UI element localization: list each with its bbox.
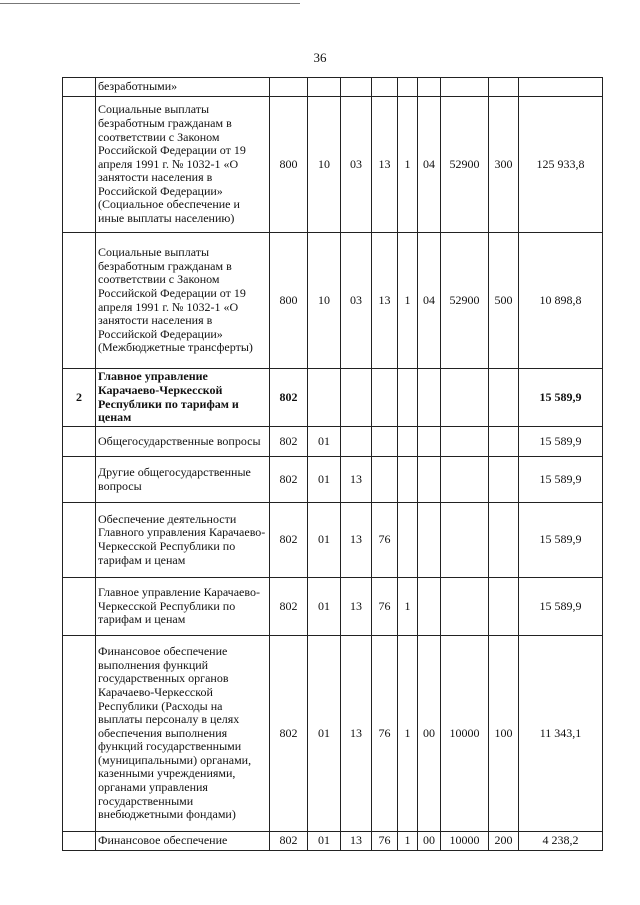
ministry-code: 802 xyxy=(270,427,308,457)
section-code xyxy=(308,369,341,427)
direction-code xyxy=(441,578,489,636)
main-event-code: 00 xyxy=(418,636,441,832)
main-event-code xyxy=(418,369,441,427)
main-event-code: 04 xyxy=(418,97,441,233)
section-code: 10 xyxy=(308,97,341,233)
row-number xyxy=(63,636,96,832)
amount: 10 898,8 xyxy=(519,233,603,369)
amount: 15 589,9 xyxy=(519,578,603,636)
row-number xyxy=(63,503,96,578)
program-code: 76 xyxy=(372,578,398,636)
row-name: Общегосударственные вопросы xyxy=(96,427,270,457)
subsection-code xyxy=(341,78,372,97)
section-code: 01 xyxy=(308,578,341,636)
main-event-code: 00 xyxy=(418,832,441,851)
ministry-code: 802 xyxy=(270,636,308,832)
subsection-code: 13 xyxy=(341,503,372,578)
table-row xyxy=(63,503,603,578)
table-row xyxy=(63,233,603,369)
main-event-code xyxy=(418,78,441,97)
ministry-code: 800 xyxy=(270,97,308,233)
amount: 125 933,8 xyxy=(519,97,603,233)
row-name: Обеспечение деятельности Главного управления Карачаево-Черкесской Республики по тарифам и ценам xyxy=(96,503,270,578)
expense-type-code xyxy=(489,457,519,503)
table-row xyxy=(63,78,603,97)
expense-type-code: 200 xyxy=(489,832,519,851)
ministry-code: 802 xyxy=(270,369,308,427)
section-code: 01 xyxy=(308,457,341,503)
table-row xyxy=(63,578,603,636)
row-number xyxy=(63,832,96,851)
direction-code xyxy=(441,78,489,97)
expense-type-code xyxy=(489,78,519,97)
subprogram-code xyxy=(398,457,418,503)
ministry-code: 800 xyxy=(270,233,308,369)
amount: 11 343,1 xyxy=(519,636,603,832)
ministry-code: 802 xyxy=(270,832,308,851)
table-row xyxy=(63,369,603,427)
direction-code: 10000 xyxy=(441,832,489,851)
row-name: Социальные выплаты безработным гражданам в соответствии с Законом Российской Федерации от 19 апреля 1991 г. № 1032-1 «О занятости населения в Российской Федерации» (Социальное обеспечение и иные выплаты населению) xyxy=(96,97,270,233)
amount: 15 589,9 xyxy=(519,503,603,578)
row-name: Главное управление Карачаево-Черкесской Республики по тарифам и ценам xyxy=(96,369,270,427)
amount: 4 238,2 xyxy=(519,832,603,851)
subprogram-code xyxy=(398,427,418,457)
ministry-code: 802 xyxy=(270,503,308,578)
subsection-code: 03 xyxy=(341,233,372,369)
program-code xyxy=(372,78,398,97)
program-code: 76 xyxy=(372,832,398,851)
expense-type-code xyxy=(489,503,519,578)
amount: 15 589,9 xyxy=(519,369,603,427)
section-code: 01 xyxy=(308,503,341,578)
direction-code: 52900 xyxy=(441,233,489,369)
direction-code xyxy=(441,369,489,427)
subprogram-code xyxy=(398,78,418,97)
page-number: 36 xyxy=(313,50,327,65)
row-number xyxy=(63,78,96,97)
row-name: безработными» xyxy=(96,78,270,97)
row-name: Финансовое обеспечение выполнения функций государственных органов Карачаево-Черкесской Республики (Расходы на выплаты персоналу в целях обеспечения выполнения функций государственными (муниципальными) органами, казенными учреждениями, органами управления государственными внебюджетными фондами) xyxy=(96,636,270,832)
budget-table xyxy=(62,77,603,851)
row-number xyxy=(63,578,96,636)
ministry-code: 802 xyxy=(270,578,308,636)
subsection-code: 13 xyxy=(341,832,372,851)
direction-code xyxy=(441,457,489,503)
section-code xyxy=(308,78,341,97)
section-code: 01 xyxy=(308,636,341,832)
table-row xyxy=(63,636,603,832)
row-number: 2 xyxy=(63,369,96,427)
amount: 15 589,9 xyxy=(519,457,603,503)
main-event-code xyxy=(418,578,441,636)
expense-type-code xyxy=(489,369,519,427)
main-event-code xyxy=(418,503,441,578)
program-code: 76 xyxy=(372,503,398,578)
row-number xyxy=(63,233,96,369)
subsection-code xyxy=(341,427,372,457)
program-code xyxy=(372,427,398,457)
direction-code xyxy=(441,503,489,578)
program-code: 13 xyxy=(372,233,398,369)
row-name: Социальные выплаты безработным гражданам в соответствии с Законом Российской Федерации от 19 апреля 1991 г. № 1032-1 «О занятости населения в Российской Федерации» (Межбюджетные трансферты) xyxy=(96,233,270,369)
main-event-code xyxy=(418,427,441,457)
subsection-code: 13 xyxy=(341,578,372,636)
amount: 15 589,9 xyxy=(519,427,603,457)
subsection-code: 13 xyxy=(341,457,372,503)
subprogram-code: 1 xyxy=(398,636,418,832)
direction-code xyxy=(441,427,489,457)
section-code: 01 xyxy=(308,832,341,851)
expense-type-code: 300 xyxy=(489,97,519,233)
section-code: 01 xyxy=(308,427,341,457)
program-code: 76 xyxy=(372,636,398,832)
subsection-code xyxy=(341,369,372,427)
amount xyxy=(519,78,603,97)
row-name: Финансовое обеспечение xyxy=(96,832,270,851)
section-code: 10 xyxy=(308,233,341,369)
ministry-code: 802 xyxy=(270,457,308,503)
top-rule xyxy=(0,3,300,4)
program-code xyxy=(372,457,398,503)
subsection-code: 13 xyxy=(341,636,372,832)
subprogram-code: 1 xyxy=(398,233,418,369)
expense-type-code: 500 xyxy=(489,233,519,369)
table-row xyxy=(63,97,603,233)
program-code: 13 xyxy=(372,97,398,233)
row-name: Другие общегосударственные вопросы xyxy=(96,457,270,503)
table-row xyxy=(63,832,603,851)
main-event-code xyxy=(418,457,441,503)
subprogram-code: 1 xyxy=(398,832,418,851)
main-event-code: 04 xyxy=(418,233,441,369)
row-number xyxy=(63,427,96,457)
subprogram-code: 1 xyxy=(398,578,418,636)
row-number xyxy=(63,457,96,503)
expense-type-code: 100 xyxy=(489,636,519,832)
direction-code: 10000 xyxy=(441,636,489,832)
table-row xyxy=(63,427,603,457)
subprogram-code: 1 xyxy=(398,97,418,233)
direction-code: 52900 xyxy=(441,97,489,233)
row-number xyxy=(63,97,96,233)
row-name: Главное управление Карачаево-Черкесской Республики по тарифам и ценам xyxy=(96,578,270,636)
ministry-code xyxy=(270,78,308,97)
program-code xyxy=(372,369,398,427)
subsection-code: 03 xyxy=(341,97,372,233)
table-row xyxy=(63,457,603,503)
expense-type-code xyxy=(489,578,519,636)
table-body xyxy=(63,78,603,851)
subprogram-code xyxy=(398,503,418,578)
expense-type-code xyxy=(489,427,519,457)
subprogram-code xyxy=(398,369,418,427)
